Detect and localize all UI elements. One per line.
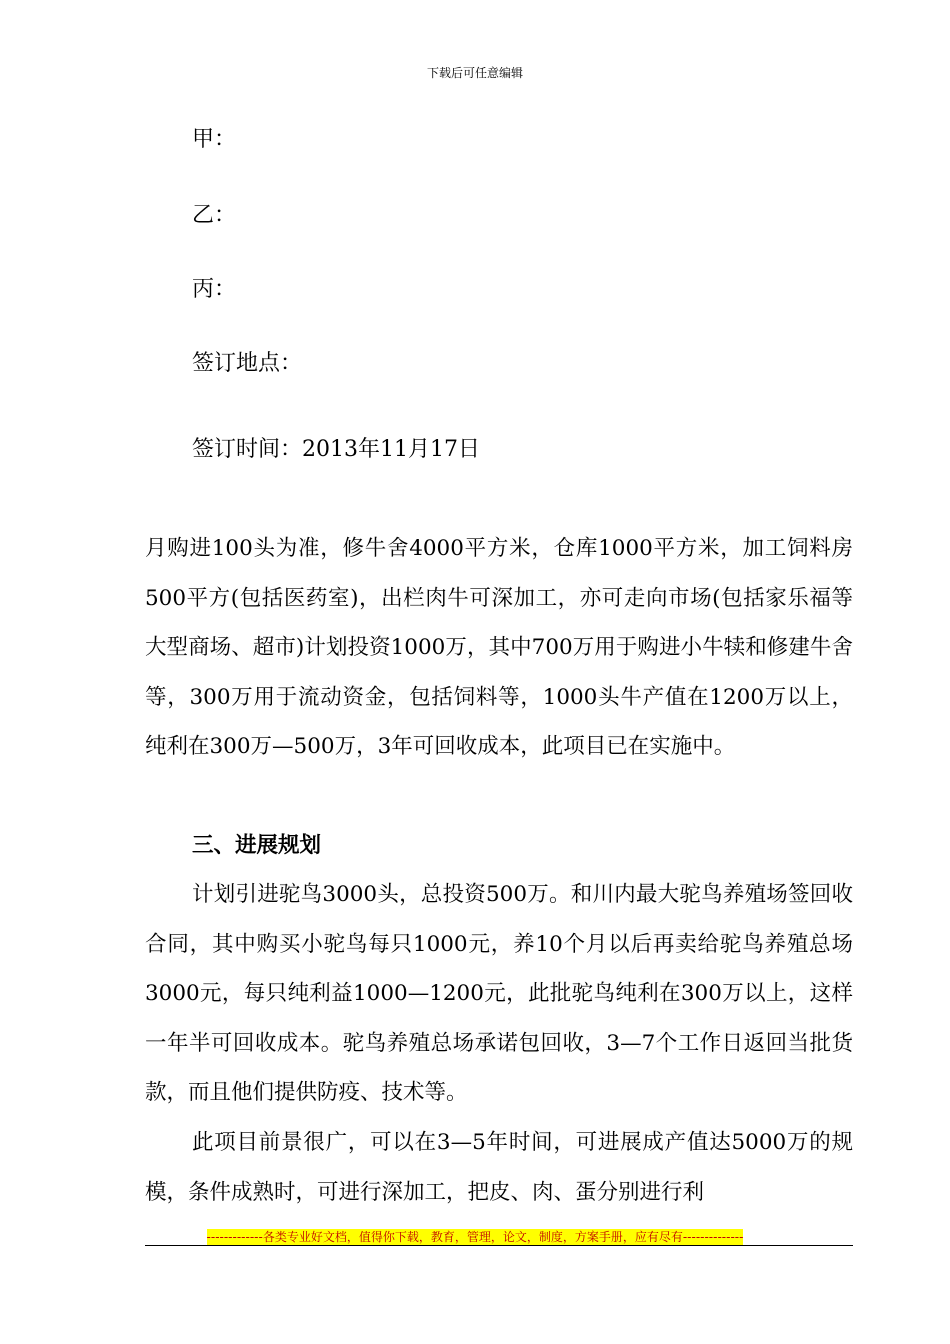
footer-divider	[145, 1245, 853, 1246]
signing-time-field: 签订时间：2013年11月17日	[192, 437, 480, 462]
page-header: 下载后可任意编辑	[426, 66, 523, 80]
party-c-field: 丙：	[192, 277, 237, 302]
footer-note-text: -------------各类专业好文档，值得你下载，教育，管理，论文，制度，方案手册，应有尽有--------------	[206, 1230, 744, 1244]
section-paragraph: 此项目前景很广，可以在3—5年时间，可进展成产值达5000万的规模，条件成熟时，可进行深加工，把皮、肉、蛋分别进行利	[145, 1130, 853, 1205]
body-paragraph: 月购进100头为准，修牛舍4000平方米，仓库1000平方米，加工饲料房500平方(包括医药室)，出栏肉牛可深加工，亦可走向市场(包括家乐福等大型商场、超市)计划投资1000万，其中700万用于购进小牛犊和修建牛舍等，300万用于流动资金，包括饲料等，1000头牛产值在1200万以上，纯利在300万—500万，3年可回收成本，此项目已在实施中。	[145, 536, 853, 759]
party-a-field: 甲：	[192, 127, 237, 152]
party-b-field: 乙：	[192, 203, 237, 228]
section-heading: 三、进展规划	[192, 833, 322, 858]
section-paragraph: 计划引进驼鸟3000头，总投资500万。和川内最大驼鸟养殖场签回收合同，其中购买小驼鸟每只1000元，养10个月以后再卖给驼鸟养殖总场3000元，每只纯利益1000—1200元，此批驼鸟纯利在300万以上，这样一年半可回收成本。驼鸟养殖总场承诺包回收，3—7个工作日返回当批货款，而且他们提供防疫、技术等。	[145, 882, 853, 1105]
signing-location-field: 签订地点：	[192, 351, 303, 376]
footer-note	[0, 1226, 950, 1245]
